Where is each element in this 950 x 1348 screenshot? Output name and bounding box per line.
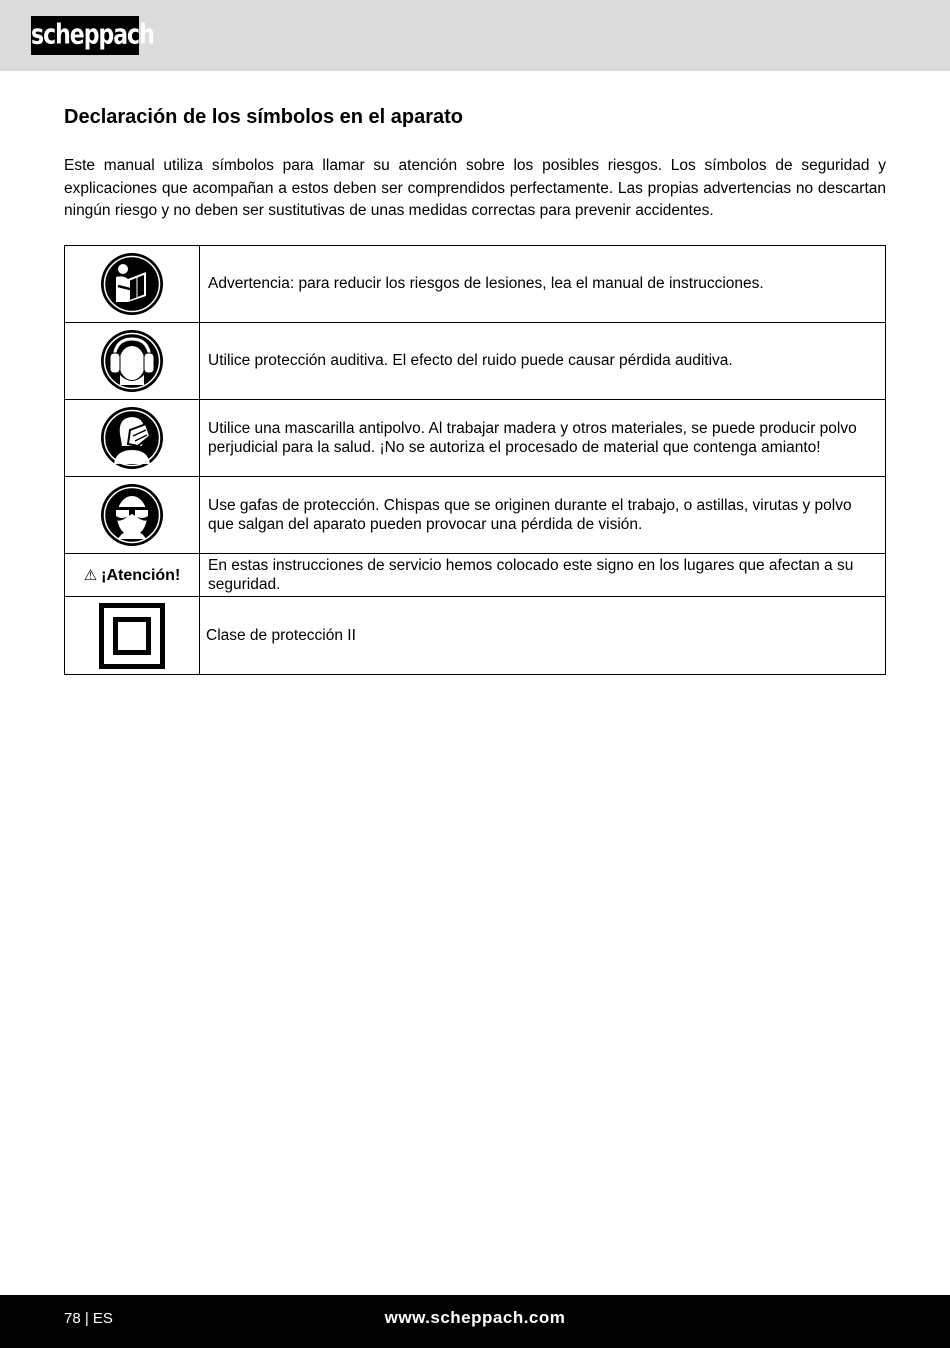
table-row	[65, 477, 886, 554]
table-row	[65, 323, 886, 400]
icon-cell	[65, 597, 200, 675]
intro-paragraph: Este manual utiliza símbolos para llamar su atención sobre los posibles riesgos. Los símbolos de seguridad y explicaciones que acompañan a estos deben ser comprendidos perfectamente. Las propias advertencias no descartan ningún riesgo y no deben ser sustitutivas de unas medidas correctas para prevenir accidentes.	[64, 157, 886, 219]
dust-mask-icon	[100, 406, 164, 470]
section-title: Declaración de los símbolos en el aparato	[64, 106, 464, 128]
website-link[interactable]: www.scheppach.com	[384, 1308, 566, 1327]
read-manual-icon	[100, 252, 164, 316]
symbol-description: Use gafas de protección. Chispas que se originen durante el trabajo, o astillas, virutas y polvo que salgan del aparato pueden provocar una pérdida de visión.	[200, 477, 886, 554]
symbols-table	[64, 245, 886, 675]
symbol-description: Advertencia: para reducir los riesgos de lesiones, lea el manual de instrucciones.	[200, 246, 886, 323]
protection-class-ii-icon	[99, 603, 165, 669]
table-row	[65, 246, 886, 323]
hearing-protection-icon	[100, 329, 164, 393]
symbol-description: Clase de protección II	[200, 597, 886, 675]
icon-cell	[65, 400, 200, 477]
symbol-description: Utilice protección auditiva. El efecto del ruido puede causar pérdida auditiva.	[200, 323, 886, 400]
page-header	[0, 0, 950, 71]
symbol-description: Utilice una mascarilla antipolvo. Al trabajar madera y otros materiales, se puede producir polvo perjudicial para la salud. ¡No se autoriza el procesado de material que contenga amianto!	[200, 400, 886, 477]
icon-cell	[65, 246, 200, 323]
attention-label: ⚠ ¡Atención!	[83, 566, 181, 584]
table-row	[65, 597, 886, 675]
icon-cell	[65, 323, 200, 400]
icon-cell	[65, 477, 200, 554]
scheppach-logo: scheppach	[31, 16, 139, 55]
table-row	[65, 554, 886, 597]
icon-cell	[65, 554, 200, 597]
symbol-description: En estas instrucciones de servicio hemos colocado este signo en los lugares que afectan a su seguridad.	[200, 554, 886, 597]
safety-goggles-icon	[100, 483, 164, 547]
table-row	[65, 400, 886, 477]
page-number: 78 | ES	[64, 1310, 113, 1327]
page-footer	[0, 1295, 950, 1348]
warning-triangle-icon: ⚠	[83, 566, 98, 584]
